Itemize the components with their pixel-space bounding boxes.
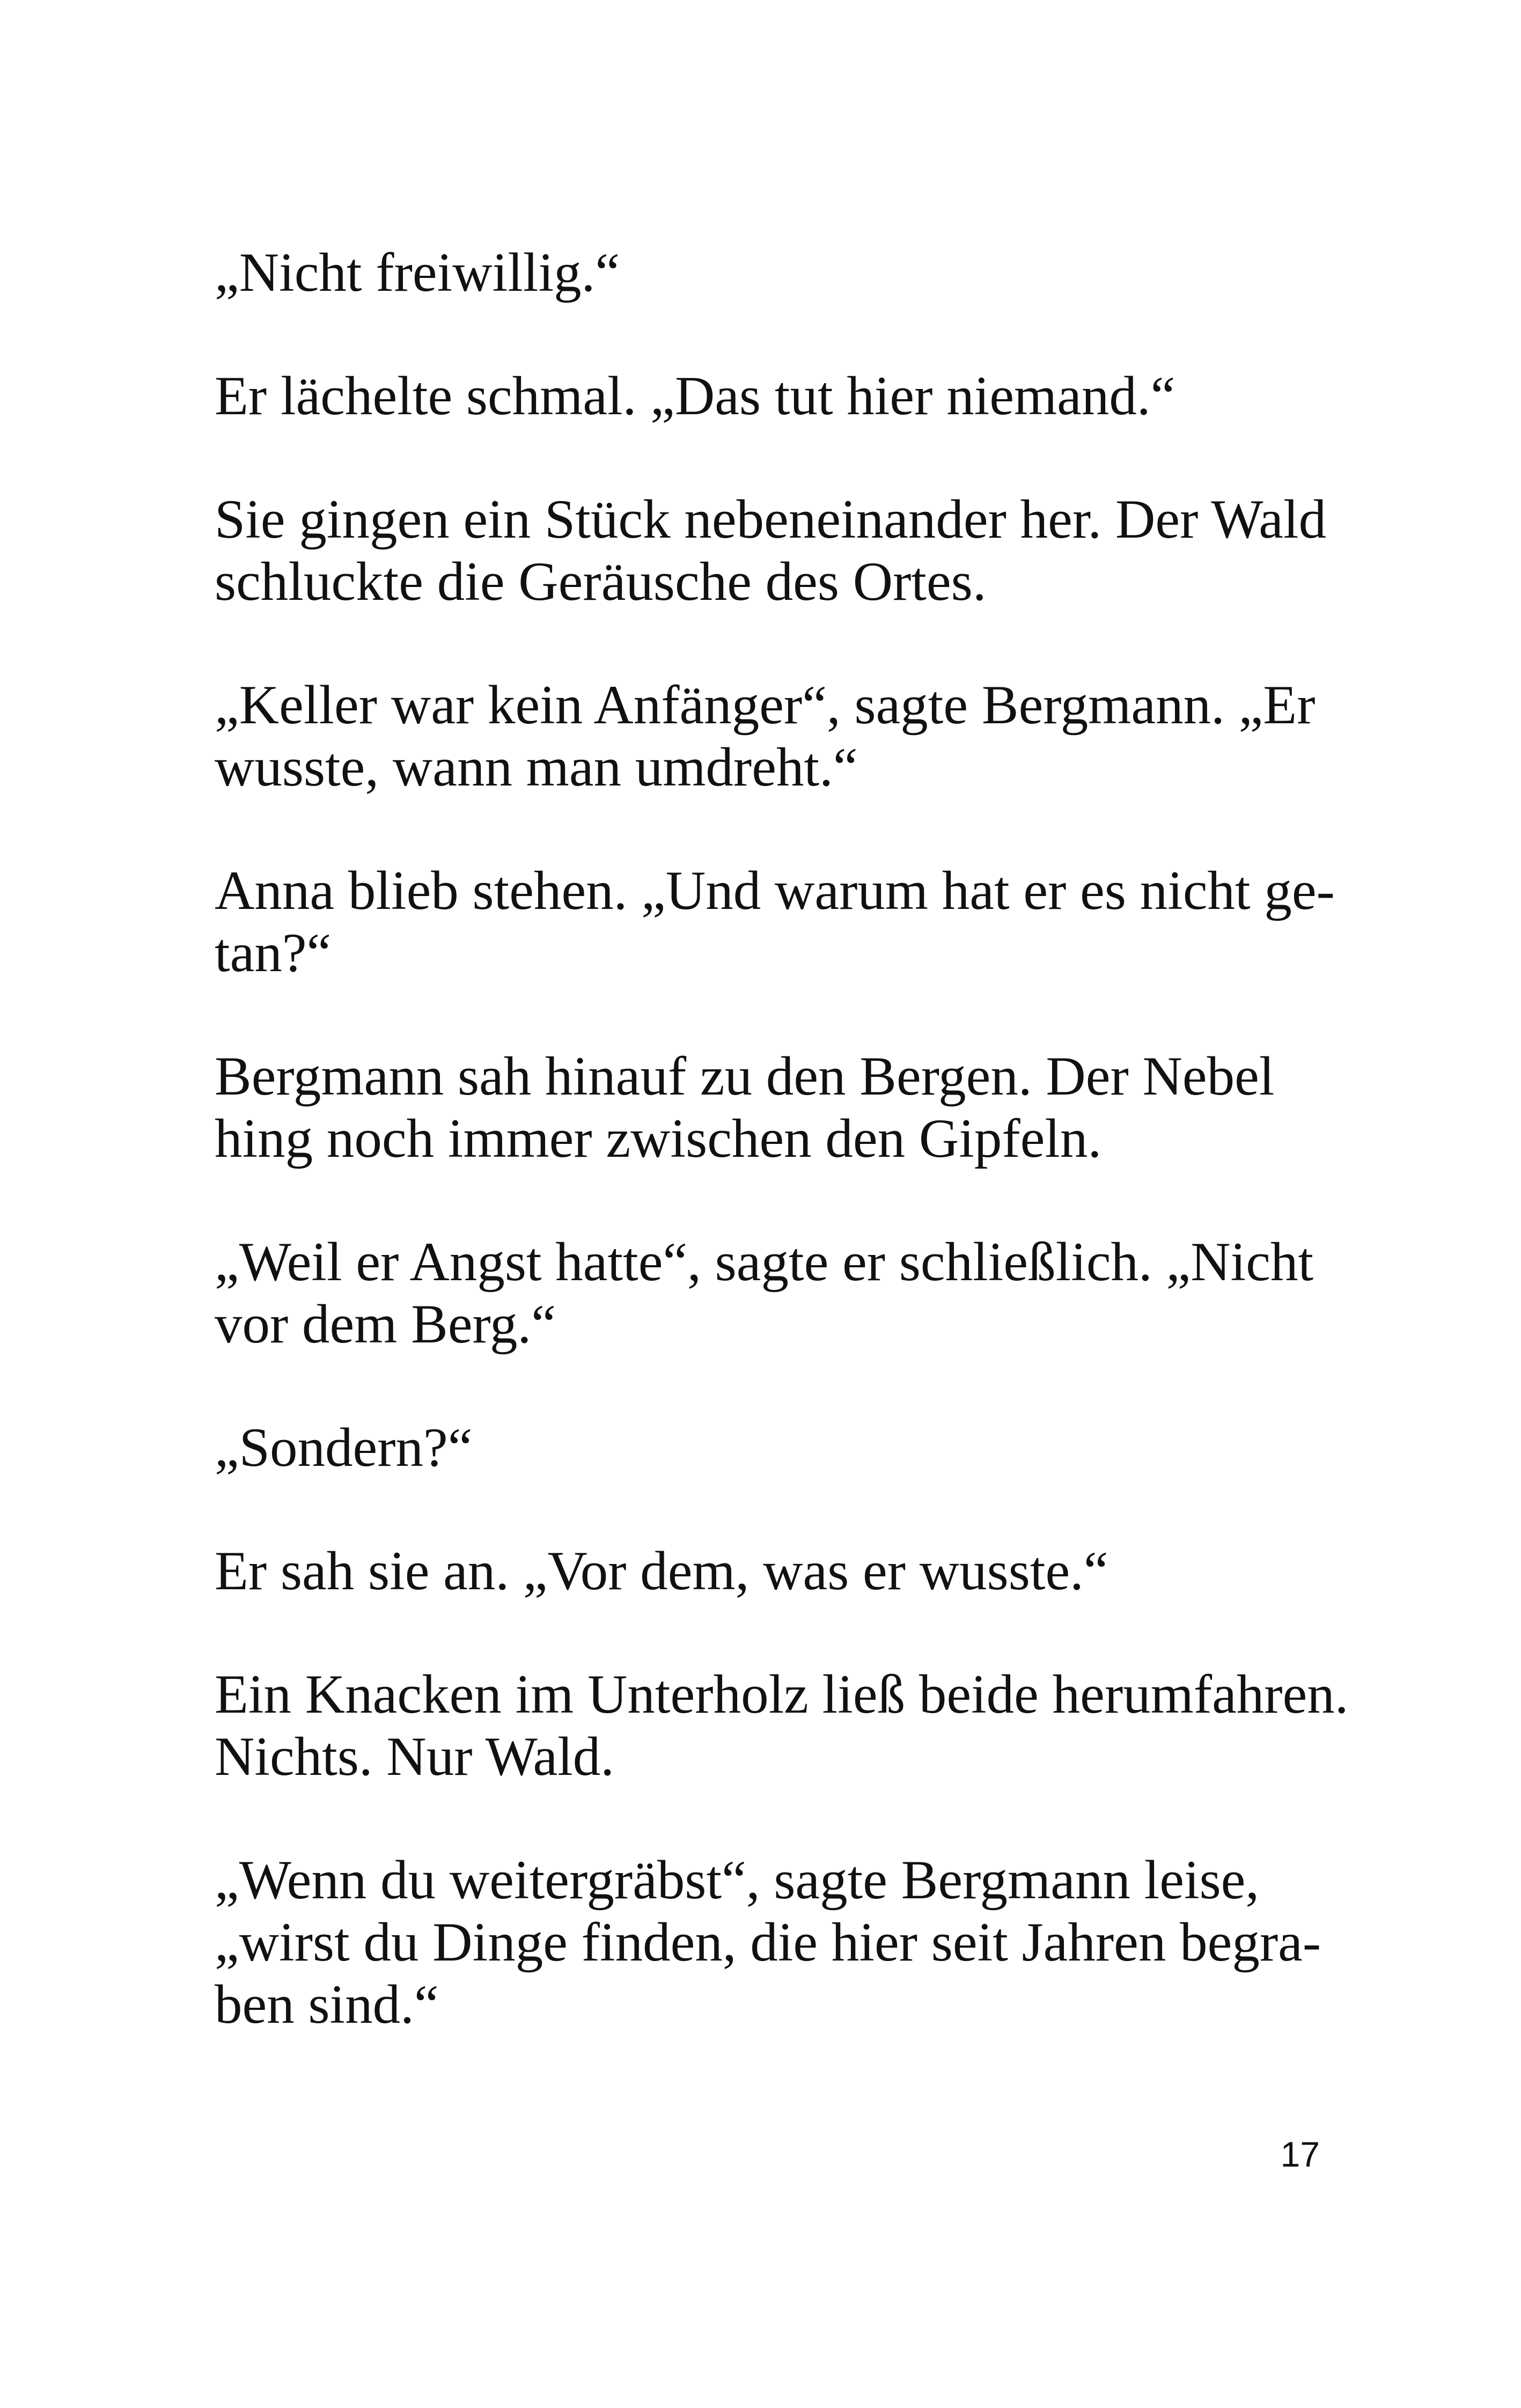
text-line: Anna blieb stehen. „Und warum hat er es nicht ge- xyxy=(215,860,1335,921)
text-line: „Weil er Angst hatte“, sagte er schließlich. „Nicht xyxy=(215,1231,1314,1293)
text-line: Bergmann sah hinauf zu den Bergen. Der Nebel xyxy=(215,1046,1275,1107)
paragraph xyxy=(215,1231,1325,1355)
paragraph xyxy=(215,488,1325,613)
text-line: Nichts. Nur Wald. xyxy=(215,1726,615,1787)
text-line: ben sind.“ xyxy=(215,1974,439,2035)
text-line: Er sah sie an. „Vor dem, was er wusste.“ xyxy=(215,1540,1108,1602)
text-line: „Keller war kein Anfänger“, sagte Bergmann. „Er xyxy=(215,674,1316,736)
text-line: wusste, wann man umdreht.“ xyxy=(215,737,858,798)
paragraph xyxy=(215,1849,1325,2036)
text-line: schluckte die Geräusche des Ortes. xyxy=(215,551,987,612)
text-line: Sie gingen ein Stück nebeneinander her. Der Wald xyxy=(215,489,1327,550)
text-line: „Sondern?“ xyxy=(215,1417,473,1478)
paragraph xyxy=(215,674,1325,798)
paragraph xyxy=(215,1416,1325,1479)
text-line: „Wenn du weitergräbst“, sagte Bergmann leise, xyxy=(215,1849,1260,1911)
paragraph xyxy=(215,1663,1349,1788)
text-line: Ein Knacken im Unterholz ließ beide herumfahren. xyxy=(215,1664,1349,1725)
body-text xyxy=(215,241,1349,2097)
text-line: hing noch immer zwischen den Gipfeln. xyxy=(215,1108,1102,1169)
paragraph xyxy=(215,860,1335,984)
paragraph xyxy=(215,241,1325,304)
text-line: tan?“ xyxy=(215,922,332,983)
page-number: 17 xyxy=(1280,2134,1320,2174)
text-line: Er lächelte schmal. „Das tut hier niemand.“ xyxy=(215,365,1175,427)
text-line: „Nicht freiwillig.“ xyxy=(215,242,620,303)
paragraph xyxy=(215,1540,1325,1602)
text-line: vor dem Berg.“ xyxy=(215,1294,556,1355)
text-line: „wirst du Dinge finden, die hier seit Jahren begra- xyxy=(215,1912,1321,1973)
paragraph xyxy=(215,365,1325,427)
paragraph xyxy=(215,1045,1325,1170)
